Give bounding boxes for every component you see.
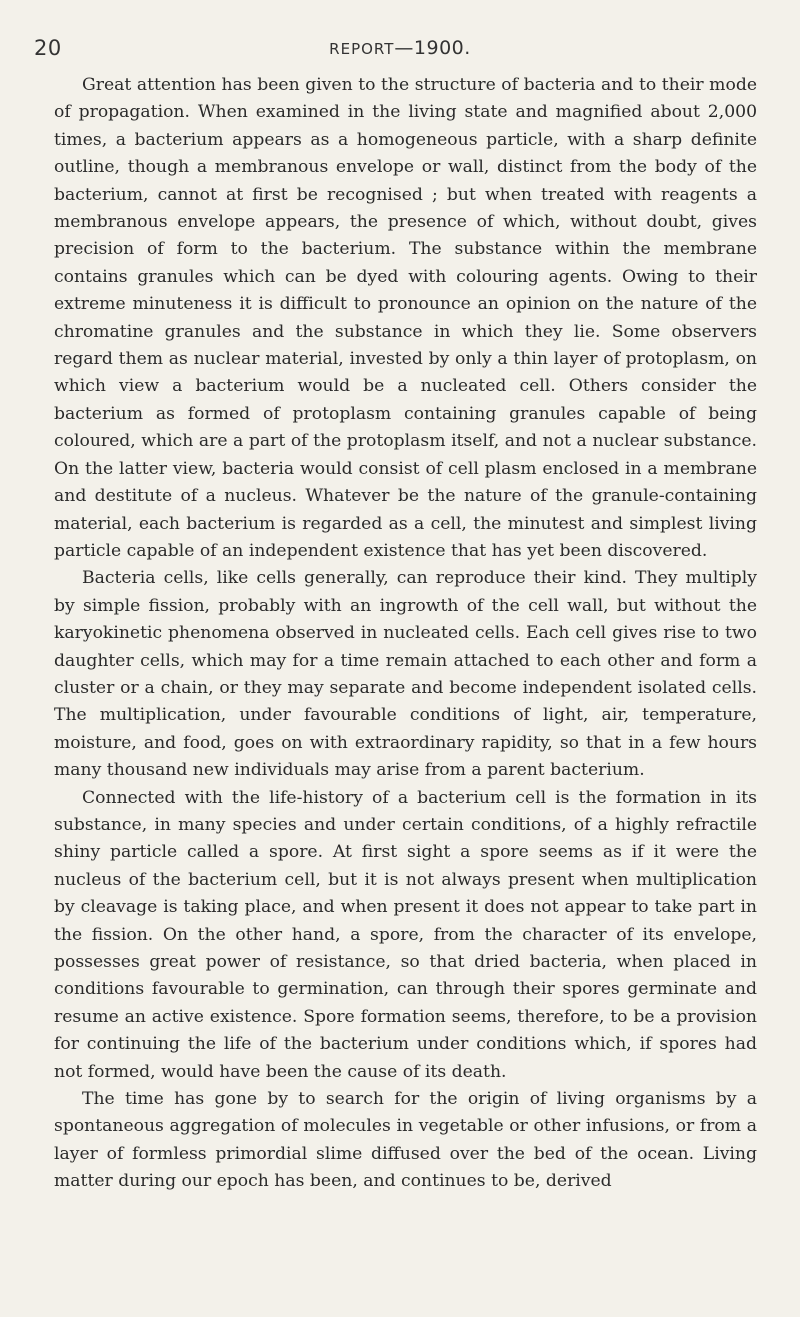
paragraph-spore-formation: Connected with the life-history of a bacterium cell is the formation in its substance, in many species and under certain conditions, of a highly refractile shiny particle called a spore. At first sight a spore seems as if it were the nucleus of the bacterium cell, but it is not always present when multiplication by cleavage is taking place, and when present it does not appear to take part in the fission. On the other hand, a spore, from the character of its envelope, possesses great power of resistance, so that dried bacteria, when placed in conditions favourable to germination, can through their spores germinate and resume an active existence. Spore formation seems, therefore, to be a provision for continuing the life of the bacterium under conditions which, if spores had not formed, would have been the cause of its death. — [54, 787, 757, 1082]
paragraph-origin-of-life: The time has gone by to search for the origin of living organisms by a spontaneous aggregation of molecules in vegetable or other infusions, or from a layer of formless primordial slime diffused over the bed of the ocean. Living matter during our epoch has been, and continues to be, derived — [54, 1089, 757, 1192]
paragraph-bacteria-reproduction: Bacteria cells, like cells generally, can reproduce their kind. They multiply by simple fission, probably with an ingrowth of the cell wall, but without the karyokinetic phenomena observed in nucleated cells. Each cell gives rise to two daughter cells, which may for a time remain attached to each other and form a cluster or a chain, or they may separate and become independent isolated cells. The multiplication, under favourable conditions of light, air, temperature, moisture, and food, goes on with extraordinary rapidity, so that in a few hours many thousand new individuals may arise from a parent bacterium. — [54, 568, 757, 781]
page-header — [34, 36, 766, 66]
body-text — [54, 72, 757, 1196]
page-number: 20 — [34, 36, 62, 60]
running-head-year: —1900. — [394, 37, 471, 59]
running-head-word: REPORT — [329, 40, 395, 58]
paragraph-bacteria-structure: Great attention has been given to the structure of bacteria and to their mode of propagation. When examined in the living state and magnified about 2,000 times, a bacterium appears as a homogeneous particle, with a sharp definite outline, though a membranous envelope or wall, distinct from the body of the bacterium, cannot at first be recognised ; but when treated with reagents a membranous envelope appears, the presence of which, without doubt, gives precision of form to the bacterium. The substance within the membrane contains granules which can be dyed with colouring agents. Owing to their extreme minuteness it is difficult to pronounce an opinion on the nature of the chromatine granules and the substance in which they lie. Some observers regard them as nuclear material, invested by only a thin layer of protoplasm, on which view a bacterium would be a nucleated cell. Others consider the bacterium as formed of protoplasm containing granules capable of being coloured, which are a part of the protoplasm itself, and not a nuclear substance. On the latter view, bacteria would consist of cell plasm enclosed in a membrane and destitute of a nucleus. Whatever be the nature of the granule-containing material, each bacterium is regarded as a cell, the minutest and simplest living particle capable of an independent existence that has yet been discovered. — [54, 75, 757, 561]
running-head — [34, 37, 766, 59]
